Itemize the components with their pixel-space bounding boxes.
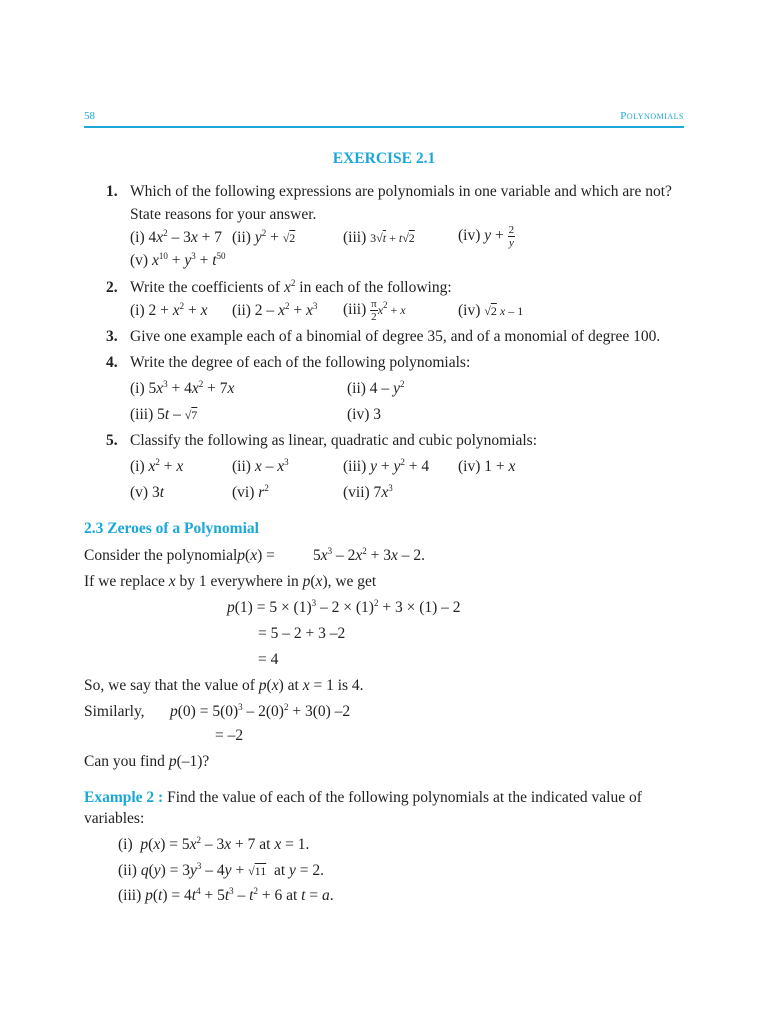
question-1-text-line2: State reasons for your answer. <box>130 206 317 223</box>
example-2-label: Example 2 : <box>84 789 164 806</box>
p1-eval-line1: $p(1) = 5 \times (1)^3 - 2 \times (1)^2 + 3 \times (1) - 2$ <box>227 598 461 616</box>
question-2-text: Write the coefficients of $x^2$ in each of the following: <box>130 278 452 296</box>
question-4-text: Write the degree of each of the following polynomials: <box>130 354 471 371</box>
question-1-number: 1. <box>106 183 118 200</box>
example-2-item-i: (i) $p(x) = 5x^2 - 3x + 7$ at x = 1. <box>118 835 310 853</box>
q5-option-v: (v) 3t <box>130 484 165 501</box>
q1-option-v: (v) $x^{10} + y^3 + t^{50}$ <box>130 251 226 269</box>
question-5-text: Classify the following as linear, quadratic and cubic polynomials: <box>130 432 538 449</box>
p1-eval-line3: = 4 <box>258 651 279 668</box>
p0-eval-line2: = –2 <box>215 727 244 744</box>
q1-option-ii: (ii) $y^2 + √2$ <box>232 228 296 246</box>
q2-option-iii: (iii) $\frac{\pi}{2}$ $x^2 + x$ <box>343 298 406 323</box>
exercise-title: EXERCISE 2.1 <box>332 150 436 167</box>
example-2-item-ii: (ii) $q(y) = 3y^3 - 4y + √11$ at y = 2. <box>118 861 325 879</box>
q4-option-ii: (ii) $4 - y^2$ <box>347 379 405 397</box>
q2-option-i: (i) $2 + x^2 + x$ <box>130 301 208 319</box>
so-line: So, we say that the value of p(x) at x = 1 is 4. <box>84 677 364 694</box>
q5-option-iv: (iv) 1 + x <box>458 458 516 475</box>
q4-option-i: (i) $5x^3 + 4x^2 + 7x$ <box>130 379 235 397</box>
question-4-number: 4. <box>106 354 118 371</box>
q4-option-iii: (iii) 5t – √7 <box>130 406 198 423</box>
q1-option-iii: (iii) 3√t + t√2 <box>343 229 415 246</box>
replace-line: If we replace x by 1 everywhere in p(x), we get <box>84 573 377 590</box>
q5-option-i: (i) $x^2 + x$ <box>130 457 184 475</box>
question-3-number: 3. <box>106 328 118 345</box>
q5-option-vi: (vi) $r^2$ <box>232 483 269 501</box>
q1-option-i: (i) $4x^2 - 3x + 7$ <box>130 228 223 246</box>
header-rule <box>84 126 684 128</box>
example-2-item-iii: (iii) $p(t) = 4t^4 + 5t^3 - t^2 + 6$ at t = a. <box>118 886 334 904</box>
example-2-line1: Example 2 : Find the value of each of the following polynomials at the indicated value of <box>84 789 642 806</box>
p1-eval-line2: = 5 – 2 + 3 –2 <box>258 625 346 642</box>
question-3-text: Give one example each of a binomial of degree 35, and of a monomial of degree 100. <box>130 328 661 345</box>
question-1-text: Which of the following expressions are polynomials in one variable and which are not? <box>130 183 672 200</box>
chapter-title: Polynomials <box>620 110 684 122</box>
question-2-number: 2. <box>106 279 118 296</box>
q5-option-vii: (vii) $7x^3$ <box>343 483 393 501</box>
example-2-line2: variables: <box>84 810 145 827</box>
section-heading: 2.3 Zeroes of a Polynomial <box>84 520 259 537</box>
p0-eval-line1: $p(0) = 5(0)^3 - 2(0)^2 + 3(0)$ –2 <box>170 702 351 720</box>
similarly-label: Similarly, <box>84 703 145 720</box>
q5-option-iii: (iii) $y + y^2 + 4$ <box>343 457 430 475</box>
can-you-find-line: Can you find p(–1)? <box>84 753 210 770</box>
question-5-number: 5. <box>106 432 118 449</box>
q2-option-ii: (ii) $2 - x^2 + x^3$ <box>232 301 318 319</box>
polynomial-px: $5x^3 - 2x^2 + 3x - 2$. <box>313 546 426 564</box>
q4-option-iv: (iv) 3 <box>347 406 382 423</box>
page-number: 58 <box>84 110 95 122</box>
consider-line: Consider the polynomialp(x) = <box>84 547 275 564</box>
q2-option-iv: (iv) √2 x – 1 <box>458 302 524 319</box>
q1-option-iv: (iv) y + $\frac{2}{y}$ <box>458 224 515 249</box>
q5-option-ii: (ii) x – $x^3$ <box>232 457 289 475</box>
